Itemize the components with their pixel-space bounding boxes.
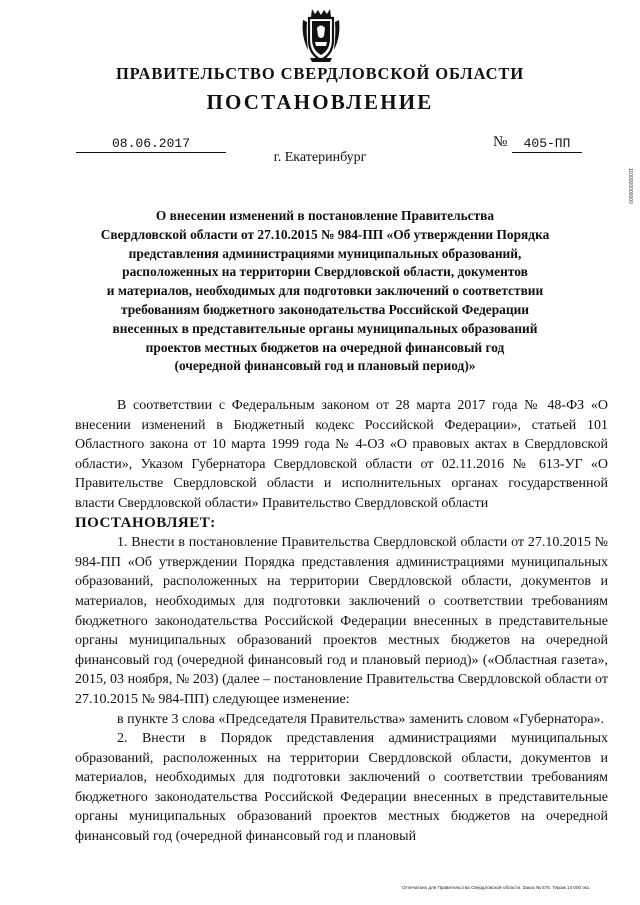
decree-title — [60, 207, 590, 376]
title-line: представления администрациями муниципальных образований, — [128, 245, 522, 261]
coat-of-arms-emblem — [300, 6, 342, 64]
side-identifier: 1100000000000 — [627, 168, 633, 204]
clause-2-paragraph: 2. Внести в Порядок представления администрациями муниципальных образований, расположенных на территории Свердловской области, документов и материалов, необходимых для подготовки заключений о соответствии требованиям бюджетного законодательства Российской Федерации внесенных в представительные органы муниципальных образований проектов местных бюджетов на очередной финансовый год (очередной финансовый год и плановый — [75, 731, 608, 845]
government-name: ПРАВИТЕЛЬСТВО СВЕРДЛОВСКОЙ ОБЛАСТИ — [115, 64, 525, 83]
decides-heading: ПОСТАНОВЛЯЕТ: — [75, 514, 216, 531]
title-line: (очередной финансовый год и плановый период)» — [174, 358, 476, 374]
title-line: расположенных на территории Свердловской области, документов — [122, 264, 528, 280]
title-line: О внесении изменений в постановление Правительства — [155, 208, 495, 223]
decree-number: 405-ПП — [512, 136, 582, 153]
clause-1-paragraph: 1. Внести в постановление Правительства Свердловской области от 27.10.2015 № 984-ПП «Об утверждении Порядка представления администрациями муниципальных образований, расположенных на территории Свердловской области, документов и материалов, необходимых для подготовки заключений о соответствии требованиям бюджетного законодательства Российской Федерации внесенных в представительные органы муниципальных образований проектов местных бюджетов на очередной финансовый год (очередной финансовый год и плановый период)» («Областная газета», 2015, 03 ноября, № 203) (далее – постановление Правительства Свердловской области от 27.10.2015 № 984-ПП) следующее изменение: — [75, 535, 608, 707]
preamble-paragraph: В соответствии с Федеральным законом от 28 марта 2017 года № 48-ФЗ «О внесении изменений в Бюджетный кодекс Российской Федерации», статьей 101 Областного закона от 10 марта 1999 года № 4-ОЗ «О правовых актах в Свердловской области», Указом Губернатора Свердловской области от 02.11.2016 № 613-УГ «О Правительстве Свердловской области и исполнительных органах государственной власти Свердловской области» Правительство Свердловской области — [75, 398, 608, 511]
decree-body — [75, 396, 608, 847]
title-line: Свердловской области от 27.10.2015 № 984-ПП «Об утверждении Порядка — [100, 226, 550, 242]
title-line: проектов местных бюджетов на очередной финансовый год — [145, 339, 505, 355]
title-line: требованиям бюджетного законодательства Российской Федерации — [120, 301, 529, 317]
decree-date: 08.06.2017 — [76, 136, 226, 153]
print-note: Отпечатано для Правительства Свердловской области. Заказ № 575. Тираж 14 000 экз. — [402, 885, 591, 890]
clause-1-amendment: в пункте 3 слова «Председателя Правительства» заменить словом «Губернатора». — [117, 711, 605, 727]
document-type: ПОСТАНОВЛЕНИЕ — [206, 90, 434, 114]
title-line: и материалов, необходимых для подготовки заключений о соответствии — [106, 283, 544, 299]
title-line: внесенных в представительные органы муниципальных образований — [112, 320, 538, 336]
number-label: № — [493, 134, 508, 150]
city: г. Екатеринбург — [273, 150, 367, 165]
